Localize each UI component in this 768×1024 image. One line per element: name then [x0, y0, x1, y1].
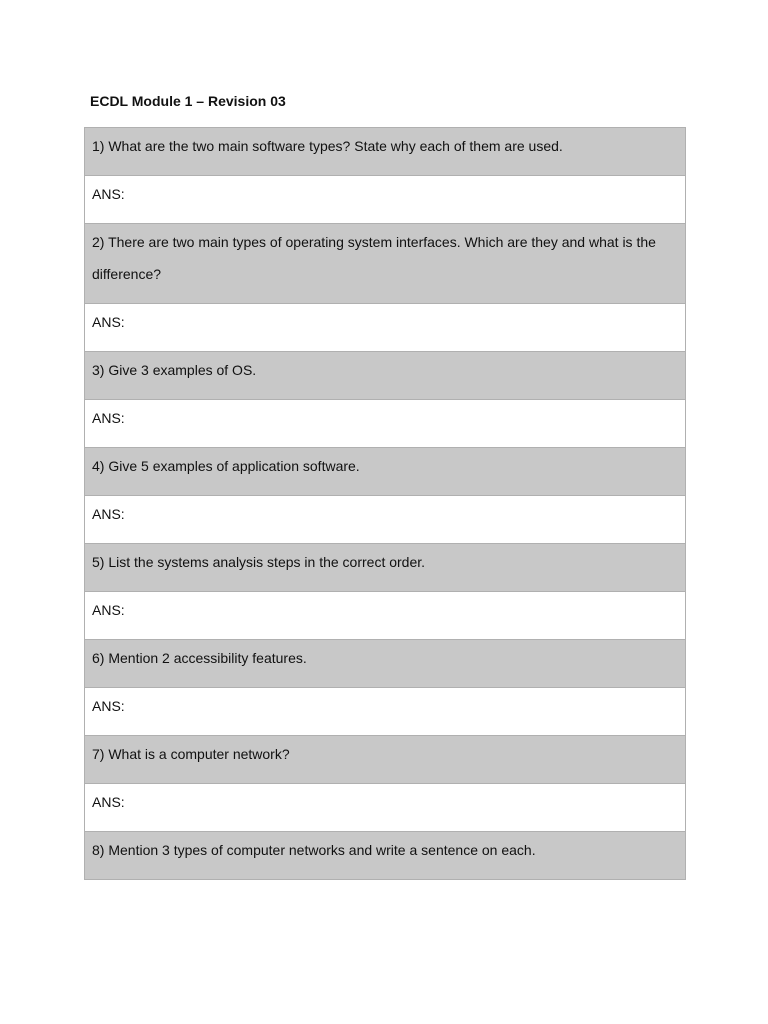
answer-cell[interactable]: ANS:: [85, 784, 686, 832]
answer-row-1: [85, 176, 686, 224]
question-cell: 3) Give 3 examples of OS.: [85, 352, 686, 400]
answer-cell[interactable]: ANS:: [85, 304, 686, 352]
revision-table: [84, 127, 686, 880]
answer-cell[interactable]: ANS:: [85, 400, 686, 448]
question-row-3: [85, 352, 686, 400]
question-cell: 2) There are two main types of operating system interfaces. Which are they and what is the difference?: [85, 224, 686, 304]
question-cell: 6) Mention 2 accessibility features.: [85, 640, 686, 688]
answer-row-4: [85, 496, 686, 544]
answer-row-3: [85, 400, 686, 448]
answer-row-7: [85, 784, 686, 832]
answer-cell[interactable]: ANS:: [85, 176, 686, 224]
question-cell: 4) Give 5 examples of application software.: [85, 448, 686, 496]
answer-row-6: [85, 688, 686, 736]
answer-cell[interactable]: ANS:: [85, 592, 686, 640]
question-cell: 7) What is a computer network?: [85, 736, 686, 784]
question-row-4: [85, 448, 686, 496]
question-cell: 8) Mention 3 types of computer networks and write a sentence on each.: [85, 832, 686, 880]
question-row-5: [85, 544, 686, 592]
page-title: ECDL Module 1 – Revision 03: [90, 93, 286, 109]
question-cell: 1) What are the two main software types? State why each of them are used.: [85, 128, 686, 176]
answer-cell[interactable]: ANS:: [85, 688, 686, 736]
answer-cell[interactable]: ANS:: [85, 496, 686, 544]
question-row-6: [85, 640, 686, 688]
question-row-1: [85, 128, 686, 176]
answer-row-2: [85, 304, 686, 352]
question-row-7: [85, 736, 686, 784]
question-row-2: [85, 224, 686, 304]
question-row-8: [85, 832, 686, 880]
answer-row-5: [85, 592, 686, 640]
question-cell: 5) List the systems analysis steps in the correct order.: [85, 544, 686, 592]
